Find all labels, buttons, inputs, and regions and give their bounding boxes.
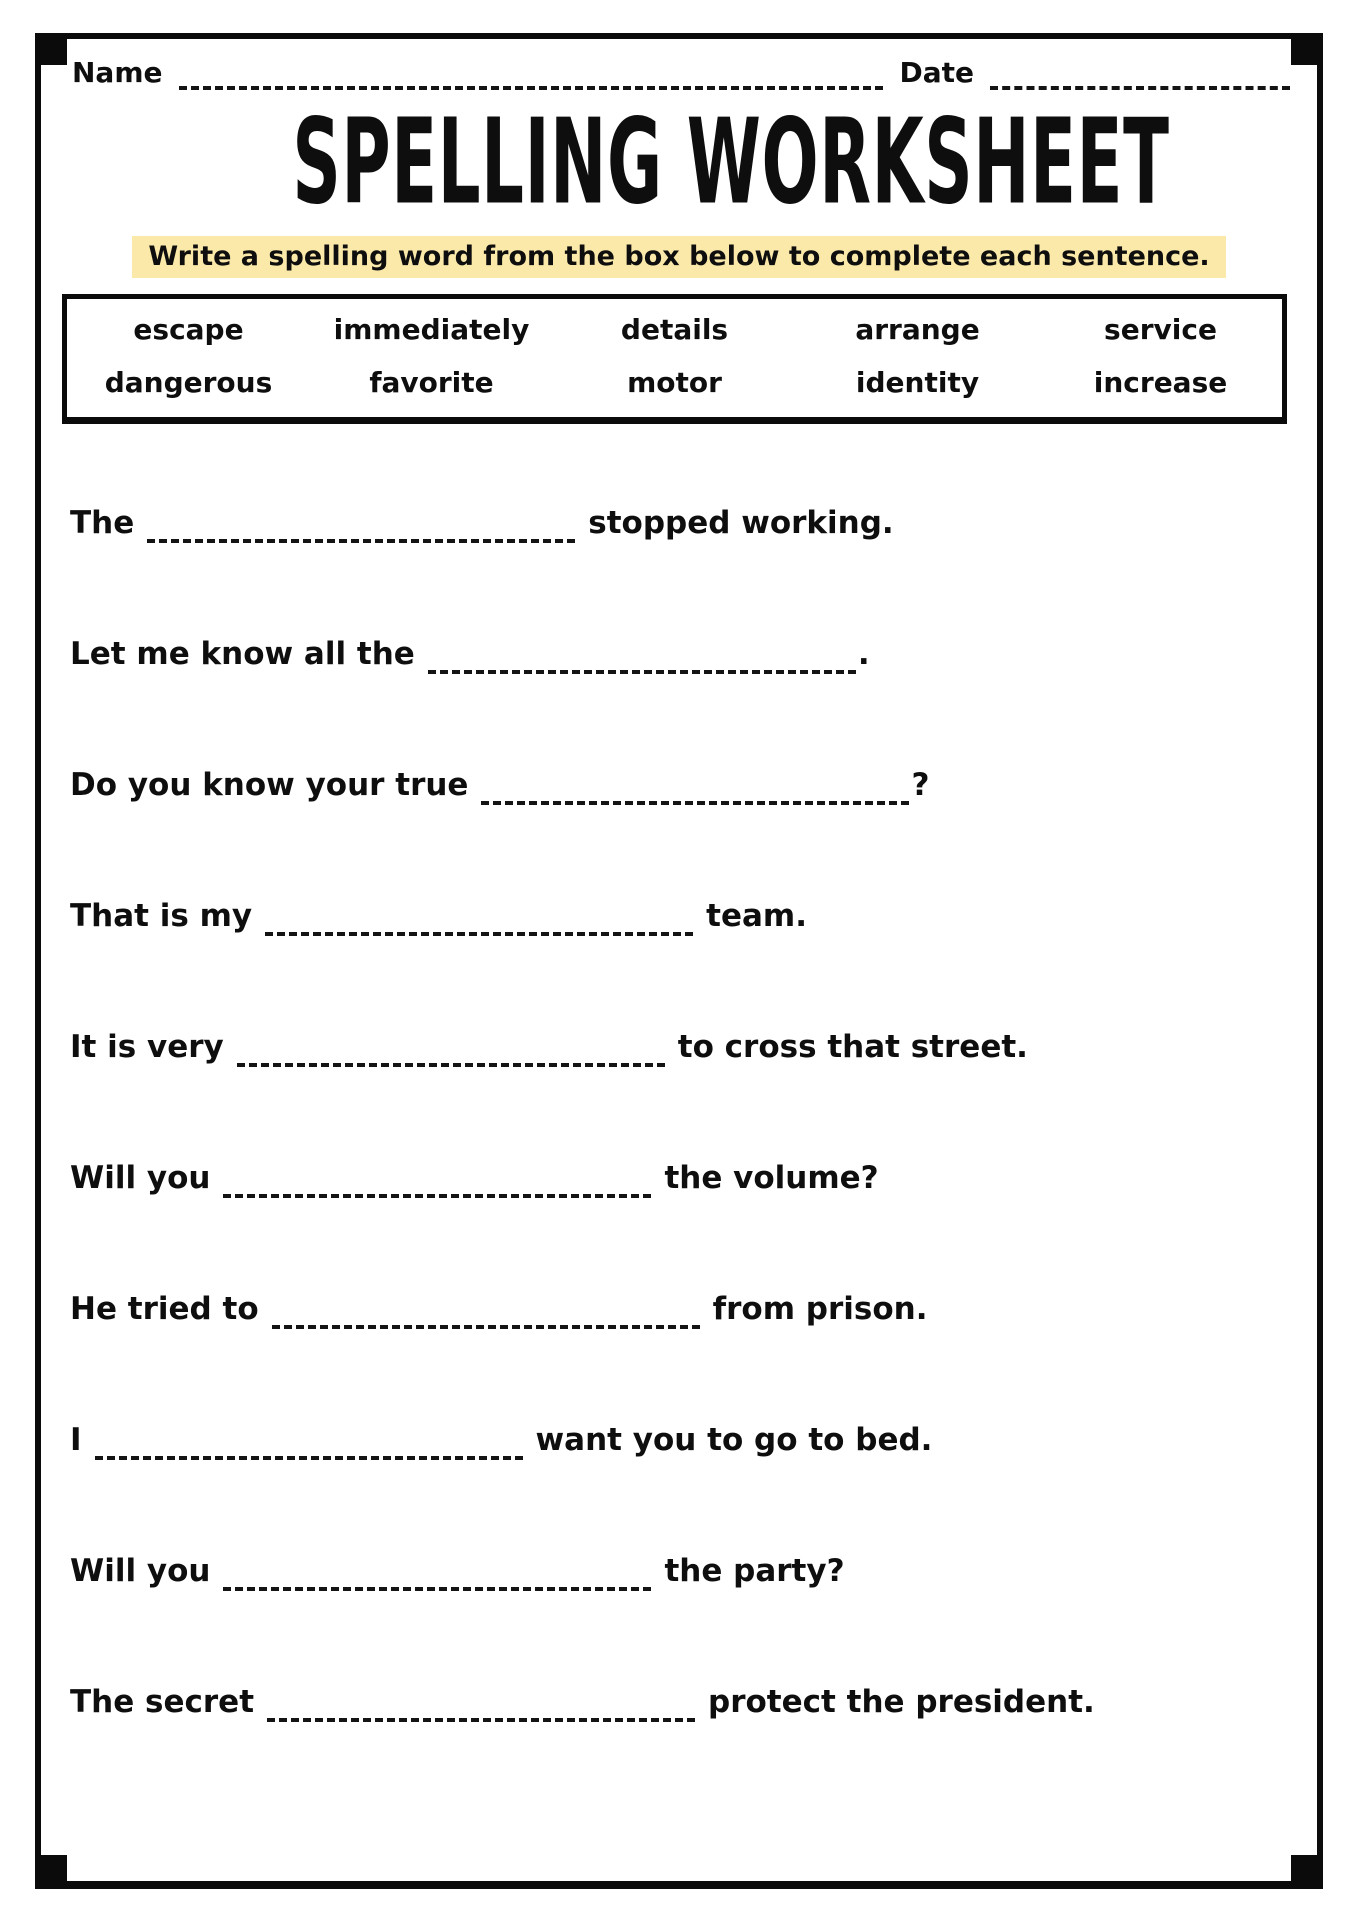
sentence-row bbox=[70, 897, 1318, 936]
word-bank-word: dangerous bbox=[104, 366, 273, 399]
sentence-row bbox=[70, 766, 1318, 805]
sentence-pre-text: He tried to bbox=[70, 1291, 259, 1327]
sentence-pre-text: The secret bbox=[70, 1684, 255, 1720]
word-bank-word: increase bbox=[1093, 366, 1228, 399]
sentence-pre-text: Do you know your true bbox=[70, 767, 469, 803]
corner-square-top-right bbox=[1291, 39, 1317, 65]
sentence-post-text: the party? bbox=[664, 1553, 845, 1589]
corner-square-bottom-right bbox=[1291, 1855, 1317, 1881]
sentence-post-text: protect the president. bbox=[708, 1684, 1095, 1720]
date-blank[interactable] bbox=[990, 56, 1290, 90]
sentence-pre-text: That is my bbox=[70, 898, 253, 934]
sentence-pre-text: I bbox=[70, 1422, 82, 1458]
instruction-wrap bbox=[0, 236, 1358, 278]
date-label: Date bbox=[899, 56, 974, 90]
corner-square-top-left bbox=[41, 39, 67, 65]
sentence-blank[interactable] bbox=[265, 900, 693, 936]
word-bank-word: identity bbox=[855, 366, 980, 399]
corner-square-bottom-left bbox=[41, 1855, 67, 1881]
sentence-post-text: want you to go to bed. bbox=[535, 1422, 933, 1458]
word-bank-word: favorite bbox=[369, 366, 494, 399]
word-bank-word: details bbox=[620, 313, 729, 346]
sentence-post-text: ? bbox=[911, 767, 930, 803]
name-label: Name bbox=[72, 56, 163, 90]
sentence-post-text: to cross that street. bbox=[677, 1029, 1028, 1065]
sentence-pre-text: Will you bbox=[70, 1553, 211, 1589]
sentence-blank[interactable] bbox=[223, 1555, 651, 1591]
sentence-blank[interactable] bbox=[267, 1686, 695, 1722]
sentence-pre-text: Will you bbox=[70, 1160, 211, 1196]
sentence-blank[interactable] bbox=[272, 1293, 700, 1329]
sentence-row bbox=[70, 1421, 1318, 1460]
sentence-pre-text: The bbox=[70, 505, 135, 541]
sentence-blank[interactable] bbox=[147, 507, 575, 543]
page-title: SPELLING WORKSHEET bbox=[292, 94, 1170, 232]
sentence-row bbox=[70, 1552, 1318, 1591]
sentence-row bbox=[70, 635, 1318, 674]
sentence-blank[interactable] bbox=[428, 638, 856, 674]
sentence-row bbox=[70, 1028, 1318, 1067]
sentence-post-text: . bbox=[857, 636, 870, 672]
sentence-blank[interactable] bbox=[95, 1424, 523, 1460]
title-wrap bbox=[0, 94, 1358, 232]
sentence-row bbox=[70, 504, 1318, 543]
sentence-row bbox=[70, 1683, 1318, 1722]
sentence-row bbox=[70, 1290, 1318, 1329]
sentence-post-text: team. bbox=[706, 898, 807, 934]
sentence-post-text: the volume? bbox=[664, 1160, 879, 1196]
sentence-row bbox=[70, 1159, 1318, 1198]
sentence-pre-text: It is very bbox=[70, 1029, 224, 1065]
sentence-blank[interactable] bbox=[237, 1031, 665, 1067]
sentence-blank[interactable] bbox=[481, 769, 909, 805]
sentence-pre-text: Let me know all the bbox=[70, 636, 415, 672]
sentence-post-text: stopped working. bbox=[588, 505, 894, 541]
word-bank-word: arrange bbox=[855, 313, 980, 346]
word-bank-box bbox=[62, 294, 1287, 424]
word-bank-word: escape bbox=[133, 313, 244, 346]
sentence-blank[interactable] bbox=[223, 1162, 651, 1198]
name-blank[interactable] bbox=[179, 56, 884, 90]
word-bank-word: service bbox=[1104, 313, 1217, 346]
word-bank-word: immediately bbox=[333, 313, 530, 346]
sentence-post-text: from prison. bbox=[712, 1291, 928, 1327]
name-date-row bbox=[72, 56, 1290, 90]
instruction-banner: Write a spelling word from the box below to complete each sentence. bbox=[132, 236, 1225, 278]
word-bank-word: motor bbox=[627, 366, 722, 399]
